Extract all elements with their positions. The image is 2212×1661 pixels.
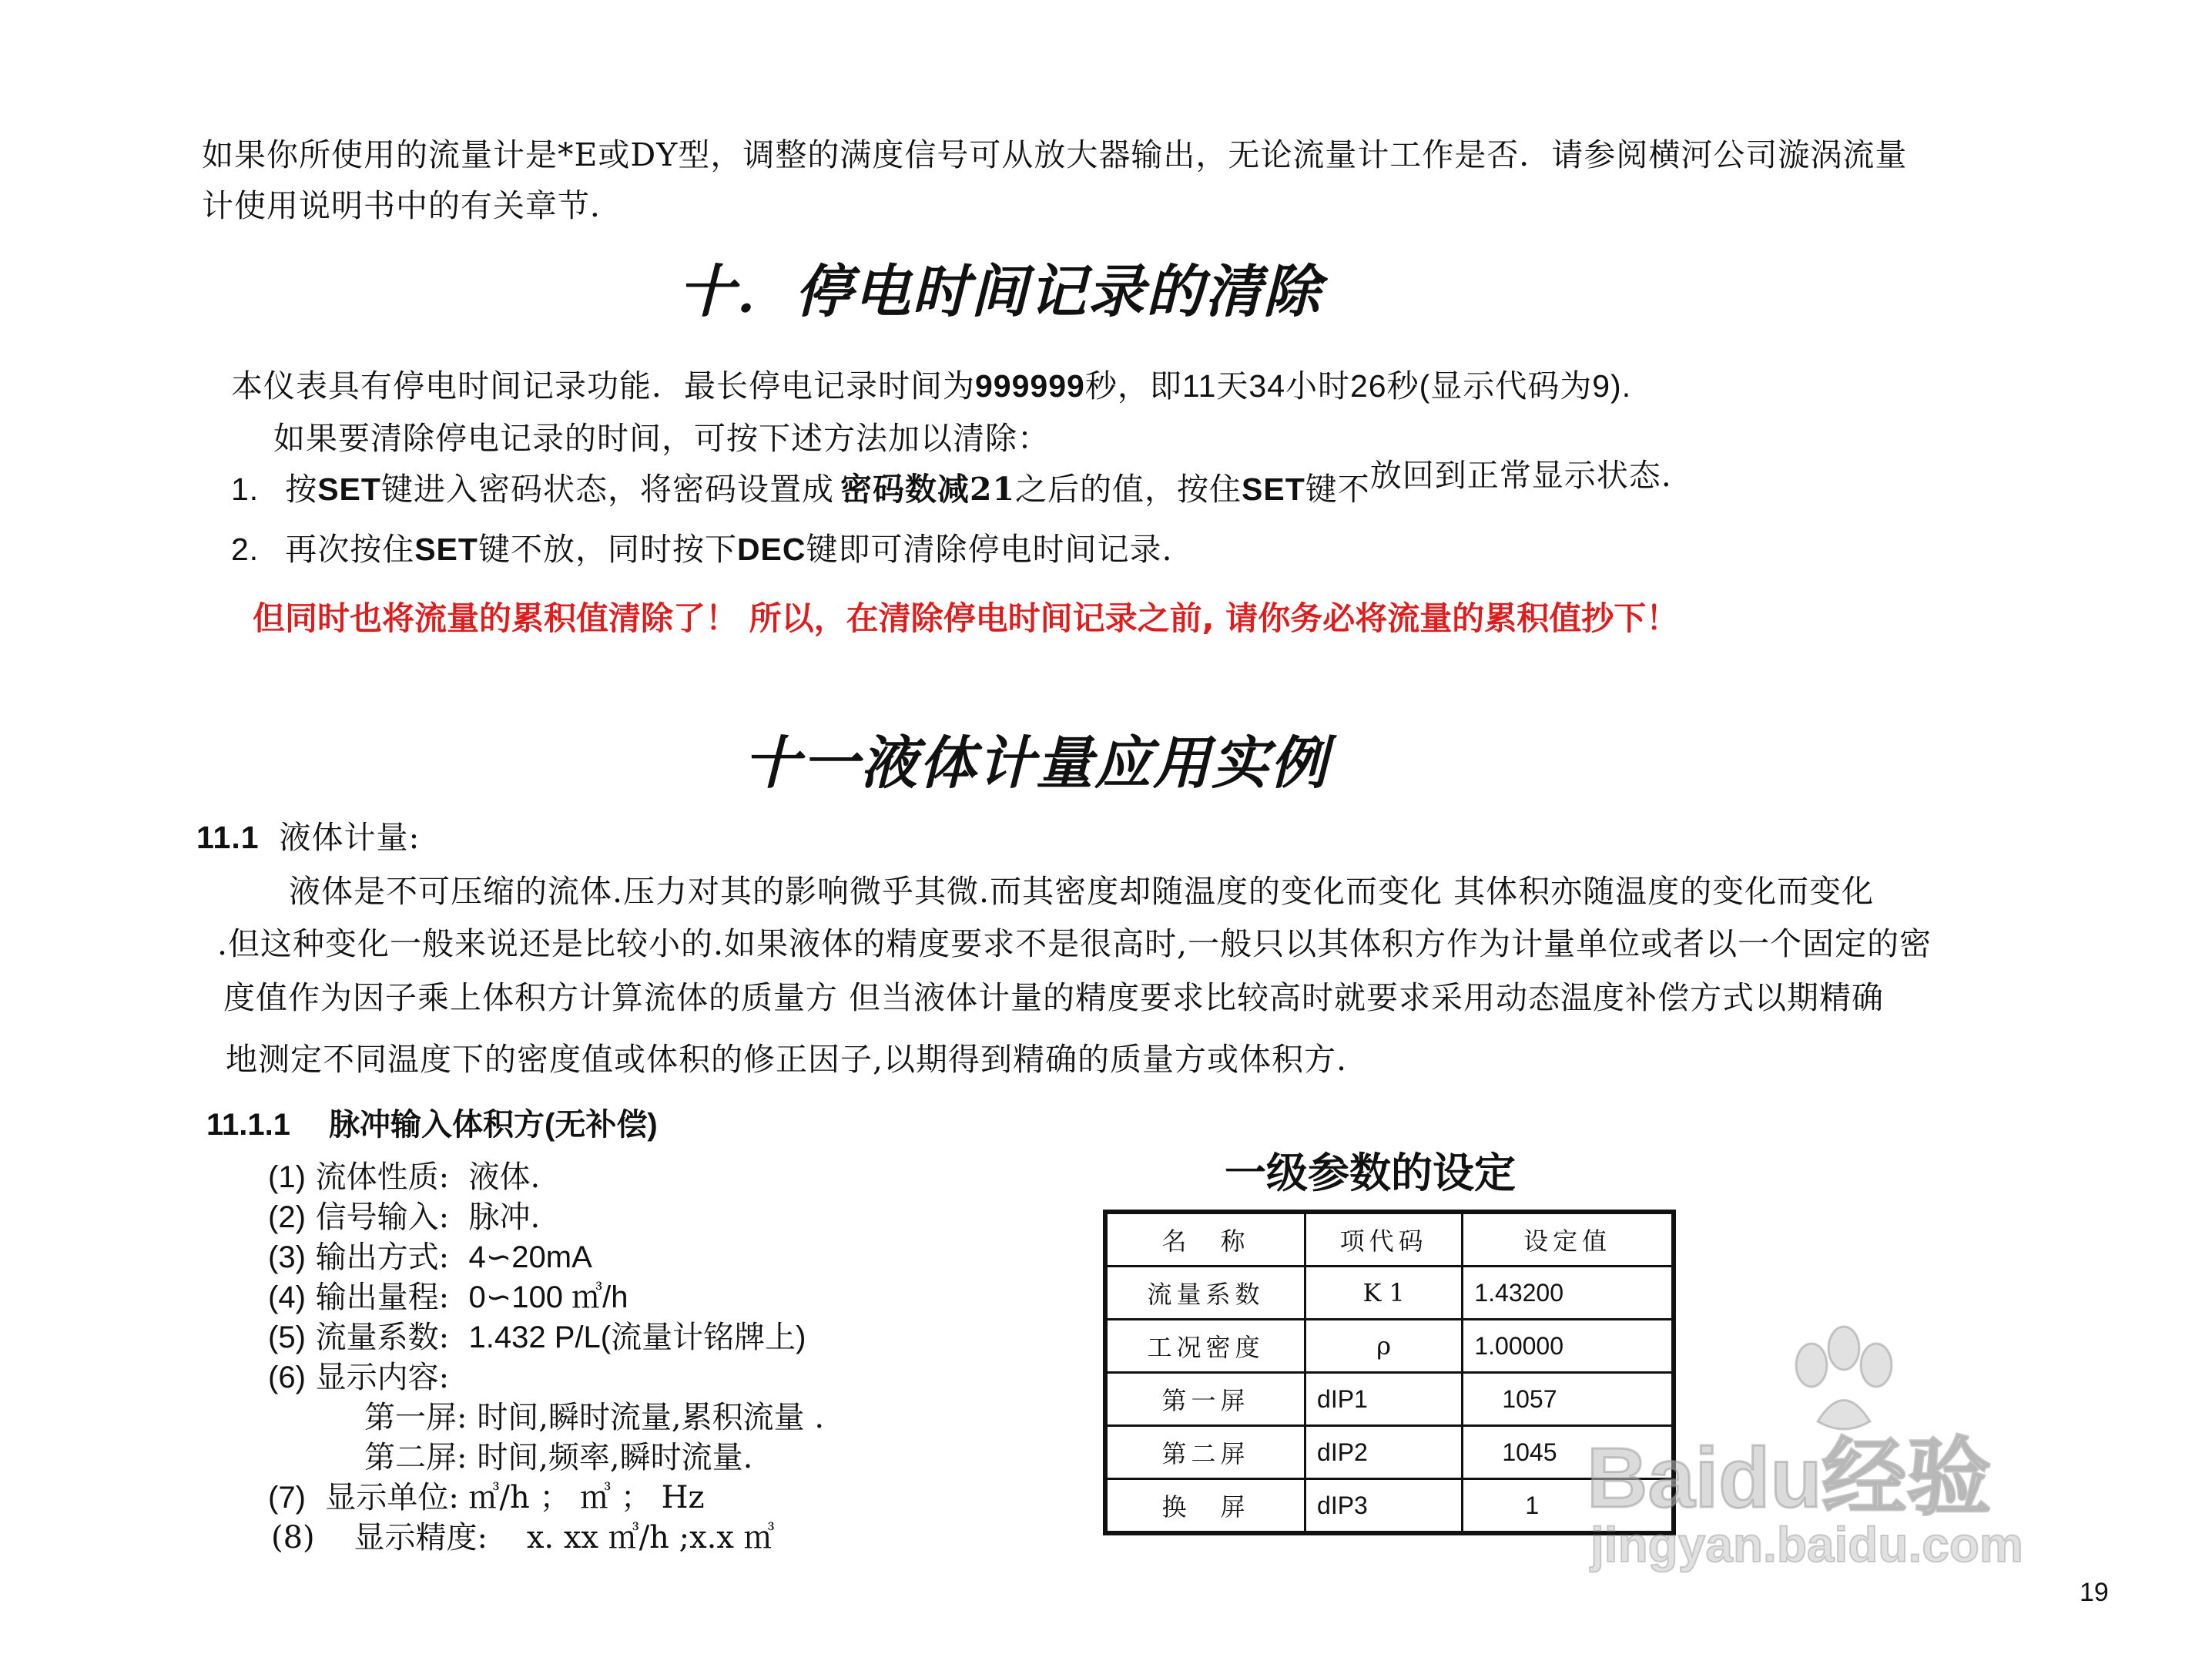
page-number: 19 — [2080, 1578, 2109, 1607]
step-1-text-c: 键进入密码状态，将密码设置成 — [380, 471, 834, 508]
item-number: (3) — [268, 1240, 306, 1274]
cell-name: 第二屏 — [1105, 1426, 1305, 1479]
paragraph-11-line-4: 地测定不同温度下的密度值或体积的修正因子,以期得到精确的质量方或体积方. — [226, 1041, 1348, 1078]
cell-code: dIP1 — [1305, 1373, 1463, 1426]
watermark-url: jingyan.baidu.com — [1590, 1517, 2023, 1572]
item-label: 流量系数: — [315, 1320, 450, 1355]
section-10-title: 十．停电时间记录的清除 — [678, 259, 1322, 325]
cell-value: 1.43200 — [1463, 1267, 1674, 1320]
item-number: (1) — [268, 1160, 306, 1194]
item-label: 输出量程: — [315, 1280, 450, 1315]
list-item — [268, 1193, 540, 1237]
step-2 — [231, 524, 1173, 569]
display-screen-2: 第二屏: 时间,频率,瞬时流量. — [364, 1440, 753, 1475]
item-label: 显示内容: — [315, 1360, 450, 1395]
item-value: ㎥/h ； ㎥ ； Hz — [468, 1480, 705, 1515]
header-value: 设定值 — [1463, 1212, 1674, 1267]
p1-text-a: 本仪表具有停电时间记录功能．最长停电记录时间为 — [231, 367, 975, 404]
item-number: (8) — [271, 1520, 315, 1555]
item-number: (6) — [268, 1361, 306, 1394]
section-11-title: 十一液体计量应用实例 — [743, 730, 1329, 797]
step-1-text-e: 之后的值，按住 — [1015, 471, 1242, 508]
list-item — [268, 1273, 628, 1317]
cell-name: 换 屏 — [1105, 1479, 1305, 1534]
step-2-text-a: 再次按住 — [285, 531, 415, 568]
subsection-11-1-number: 11.1 — [196, 820, 260, 855]
p1-text-c: 秒，即11天34小时26秒(显示代码为9). — [1084, 368, 1632, 404]
table-row — [1105, 1267, 1674, 1320]
step-2-text-c: 键不放，同时按下 — [478, 531, 737, 568]
step-1 — [231, 457, 1672, 509]
item-label: 显示精度: — [354, 1520, 488, 1555]
step-2-text-e: 键即可清除停电时间记录. — [806, 531, 1173, 568]
cell-name: 流量系数 — [1105, 1267, 1305, 1320]
cell-value: 1057 — [1463, 1373, 1674, 1426]
watermark-logo: Baidu经验 — [1587, 1431, 1992, 1525]
item-number: (7) — [268, 1481, 306, 1515]
step-2-dec-key: DEC — [736, 532, 806, 567]
cell-name: 第一屏 — [1105, 1373, 1305, 1426]
list-item — [268, 1233, 592, 1277]
section-10-paragraph-1 — [231, 361, 1631, 406]
paragraph-11-line-3: 度值作为因子乘上体积方计算流体的质量方 但当液体计量的精度要求比较高时就要求采用动态温度补偿方式以期精确 — [223, 979, 1885, 1016]
list-item — [268, 1153, 540, 1196]
subsection-11-1 — [196, 812, 420, 857]
cell-value: 1.00000 — [1463, 1320, 1674, 1373]
subsection-11-1-label: 液体计量: — [279, 819, 421, 856]
table-row — [1105, 1320, 1674, 1373]
item-value: 1.432 P/L(流量计铭牌上) — [468, 1320, 806, 1354]
item-value: 0∽100 ㎥/h — [468, 1280, 628, 1314]
item-value: 脉冲. — [468, 1200, 541, 1235]
intro-line-1: 如果你所使用的流量计是*E或DY型，调整的满度信号可从放大器输出，无论流量计工作是否．请参阅横河公司漩涡流量 — [202, 136, 1908, 173]
display-screen-1: 第一屏: 时间,瞬时流量,累积流量 . — [364, 1400, 825, 1435]
item-label: 显示单位: — [325, 1480, 459, 1515]
cell-code: ρ — [1305, 1320, 1463, 1373]
list-item — [268, 1313, 806, 1357]
item-number: (4) — [268, 1280, 306, 1314]
warning-text: 但同时也将流量的累积值清除了！ 所以，在清除停电时间记录之前, 请你务必将流量的累积值抄下！ — [253, 599, 1679, 637]
item-number: (2) — [268, 1200, 306, 1234]
item-number: (5) — [268, 1320, 306, 1354]
step-2-set-key: SET — [414, 532, 478, 567]
cell-value: 1 — [1463, 1479, 1674, 1534]
p1-max-seconds: 999999 — [975, 368, 1085, 404]
list-item — [268, 1353, 449, 1397]
cell-code: K 1 — [1305, 1267, 1463, 1320]
intro-line-2: 计使用说明书中的有关章节． — [202, 187, 622, 224]
step-2-number: 2. — [231, 532, 260, 567]
param-table-title: 一级参数的设定 — [1225, 1149, 1516, 1197]
cell-code: dIP2 — [1305, 1426, 1463, 1479]
step-1-text-h: 放回到正常显示状态. — [1369, 457, 1672, 494]
list-item — [271, 1513, 775, 1557]
header-code: 项代码 — [1305, 1212, 1463, 1267]
item-value: 4∽20mA — [468, 1240, 592, 1274]
header-name: 名 称 — [1105, 1212, 1305, 1267]
cell-name: 工况密度 — [1105, 1320, 1305, 1373]
step-1-set-key-2: SET — [1242, 471, 1305, 507]
step-1-number: 1. — [231, 471, 260, 507]
table-header-row — [1105, 1212, 1674, 1267]
step-1-set-key: SET — [317, 471, 381, 507]
subsection-11-1-1 — [206, 1100, 658, 1144]
cell-value: 1045 — [1463, 1426, 1674, 1479]
item-value: 液体. — [468, 1159, 541, 1195]
item-label: 输出方式: — [315, 1240, 450, 1275]
step-1-password-rule: 密码数减21 — [840, 471, 1016, 508]
section-10-paragraph-2: 如果要清除停电记录的时间，可按下述方法加以清除： — [273, 420, 1050, 457]
subsection-11-1-1-label: 脉冲输入体积方(无补偿) — [329, 1108, 658, 1142]
step-1-text-a: 按 — [285, 471, 318, 508]
cell-code: dIP3 — [1305, 1479, 1463, 1534]
paragraph-11-line-2: .但这种变化一般来说还是比较小的.如果液体的精度要求不是很高时,一般只以其体积方作为计量单位或者以一个固定的密 — [217, 925, 1932, 962]
subsection-11-1-1-number: 11.1.1 — [206, 1108, 291, 1142]
paragraph-11-line-1: 液体是不可压缩的流体.压力对其的影响微乎其微.而其密度却随温度的变化而变化 其体积亦随温度的变化而变化 — [289, 873, 1875, 910]
item-value: x. xx ㎥/h ;x.x ㎥ — [526, 1520, 775, 1555]
step-1-text-g: 键不 — [1305, 471, 1370, 508]
list-item — [268, 1473, 705, 1517]
item-label: 信号输入: — [315, 1200, 450, 1235]
item-label: 流体性质: — [315, 1159, 450, 1195]
